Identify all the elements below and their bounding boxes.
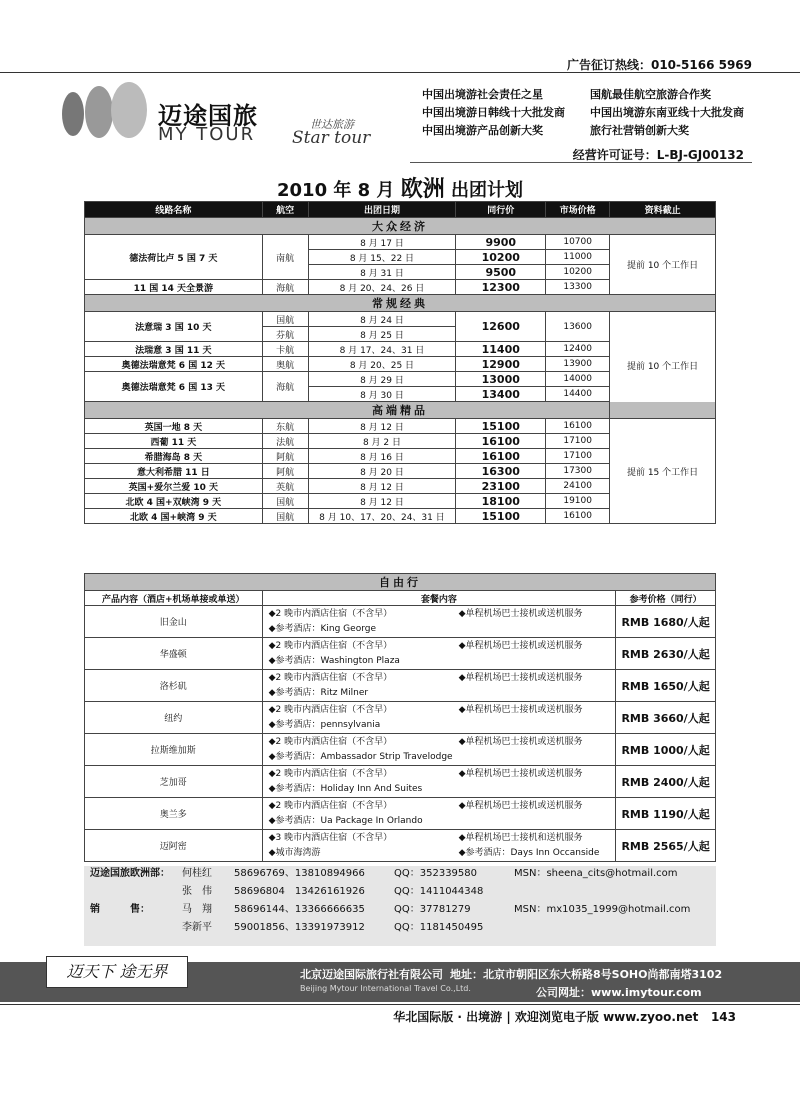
brand-name-cn: 迈途国旅 (158, 102, 258, 130)
market-price: 16100 (546, 419, 610, 434)
contact-qq: QQ：352339580 (394, 868, 478, 879)
header-divider (410, 162, 752, 163)
reference-price: RMB 2630/人起 (616, 638, 716, 670)
brand-name-en: MY TOUR (158, 124, 256, 145)
contact-qq: QQ：1181450495 (394, 922, 484, 933)
city: 拉斯维加斯 (85, 734, 263, 766)
airline: 国航 (262, 312, 308, 327)
company-website[interactable]: 公司网址：www.imytour.com (536, 986, 702, 999)
market-price: 17300 (546, 464, 610, 479)
col-header: 同行价 (456, 202, 546, 218)
city: 华盛顿 (85, 638, 263, 670)
award: 中国出境游产品创新大奖 (422, 124, 543, 137)
contact-qq: QQ：1411044348 (394, 886, 484, 897)
table-row (85, 670, 716, 702)
route-name: 北欧 4 国+峡湾 9 天 (85, 509, 263, 524)
peer-price: 15100 (456, 509, 546, 524)
award: 中国出境游日韩线十大批发商 (422, 106, 565, 119)
market-price: 19100 (546, 494, 610, 509)
airline: 国航 (262, 494, 308, 509)
peer-price: 13400 (456, 387, 546, 402)
market-price: 16100 (546, 509, 610, 524)
contact-msn: MSN：mx1035_1999@hotmail.com (514, 904, 691, 915)
peer-price: 13000 (456, 372, 546, 387)
company-name-en: Beijing Mytour International Travel Co.,Ltd. (300, 984, 471, 993)
free-travel-table (84, 573, 716, 862)
table-row (85, 830, 716, 862)
route-name: 西葡 11 天 (85, 434, 263, 449)
col-header: 资料截止 (610, 202, 716, 218)
top-divider (0, 72, 800, 73)
depart-date: 8 月 31 日 (308, 265, 456, 280)
award: 旅行社营销创新大奖 (590, 124, 689, 137)
route-name: 法瑞意 3 国 11 天 (85, 342, 263, 357)
contact-qq: QQ：37781279 (394, 904, 471, 915)
col-header: 参考价格（同行） (616, 591, 716, 606)
package-content: ◆2 晚市内酒店住宿（不含早） ◆单程机场巴士接机或送机服务 ◆参考酒店：Washington Plaza (262, 638, 616, 670)
route-name: 英国一地 8 天 (85, 419, 263, 434)
package-content: ◆2 晚市内酒店住宿（不含早） ◆单程机场巴士接机或送机服务 ◆参考酒店：pennsylvania (262, 702, 616, 734)
city: 奥兰多 (85, 798, 263, 830)
partner-name-cn: 世达旅游 (310, 118, 354, 131)
airline: 阿航 (262, 464, 308, 479)
contact-phone: 58696144、13366666635 (234, 904, 365, 915)
city: 旧金山 (85, 606, 263, 638)
section-header: 高端精品 (85, 402, 716, 419)
airline: 东航 (262, 419, 308, 434)
reference-price: RMB 1190/人起 (616, 798, 716, 830)
deadline: 提前 10 个工作日 (610, 235, 716, 295)
contact-label: 销 售： (90, 904, 150, 915)
section-header: 大众经济 (85, 218, 716, 235)
peer-price: 16100 (456, 434, 546, 449)
ad-hotline: 广告征订热线：010-5166 5969 (566, 58, 752, 72)
depart-date: 8 月 17、24、31 日 (308, 342, 456, 357)
route-name: 意大利希腊 11 日 (85, 464, 263, 479)
table-row (85, 606, 716, 638)
reference-price: RMB 1680/人起 (616, 606, 716, 638)
depart-date: 8 月 2 日 (308, 434, 456, 449)
peer-price: 12600 (456, 312, 546, 342)
city: 纽约 (85, 702, 263, 734)
depart-date: 8 月 20 日 (308, 464, 456, 479)
table-row (85, 702, 716, 734)
market-price: 10200 (546, 265, 610, 280)
depart-date: 8 月 29 日 (308, 372, 456, 387)
table-row (85, 766, 716, 798)
city: 芝加哥 (85, 766, 263, 798)
license-number: 经营许可证号：L-BJ-GJ00132 (572, 148, 744, 162)
peer-price: 23100 (456, 479, 546, 494)
depart-date: 8 月 15、22 日 (308, 250, 456, 265)
company-name: 北京迈途国际旅行社有限公司 (300, 968, 443, 981)
airline: 法航 (262, 434, 308, 449)
partner-name-en: Star tour (292, 128, 371, 148)
deadline: 提前 10 个工作日 (610, 312, 716, 419)
peer-price: 12300 (456, 280, 546, 295)
peer-price: 18100 (456, 494, 546, 509)
page-title (0, 172, 800, 203)
section-header: 常规经典 (85, 295, 716, 312)
market-price: 17100 (546, 449, 610, 464)
company-address: 地址：北京市朝阳区东大桥路8号SOHO尚都南塔3102 (450, 968, 723, 981)
market-price: 17100 (546, 434, 610, 449)
depart-date: 8 月 20、24、26 日 (308, 280, 456, 295)
contact-phone: 58696804 13426161926 (234, 886, 365, 897)
market-price: 13900 (546, 357, 610, 372)
package-content: ◆2 晚市内酒店住宿（不含早） ◆单程机场巴士接机或送机服务 ◆参考酒店：Ua Package In Orlando (262, 798, 616, 830)
reference-price: RMB 2565/人起 (616, 830, 716, 862)
depart-date: 8 月 25 日 (308, 327, 456, 342)
airline: 芬航 (262, 327, 308, 342)
route-name: 希腊海岛 8 天 (85, 449, 263, 464)
col-header: 市场价格 (546, 202, 610, 218)
col-header: 产品内容（酒店+机场单接或单送） (85, 591, 263, 606)
market-price: 10700 (546, 235, 610, 250)
airline: 国航 (262, 509, 308, 524)
airline: 海航 (262, 280, 308, 295)
awards-list (422, 86, 744, 140)
market-price: 13300 (546, 280, 610, 295)
airline: 海航 (262, 372, 308, 402)
depart-date: 8 月 17 日 (308, 235, 456, 250)
package-content: ◆2 晚市内酒店住宿（不含早） ◆单程机场巴士接机或送机服务 ◆参考酒店：Ritz Milner (262, 670, 616, 702)
route-name: 奥德法瑞意梵 6 国 13 天 (85, 372, 263, 402)
airline: 奥航 (262, 357, 308, 372)
contact-phone: 59001856、13391973912 (234, 922, 365, 933)
title-suffix: 出团计划 (451, 180, 523, 201)
section-header: 自由行 (85, 574, 716, 591)
market-price: 11000 (546, 250, 610, 265)
peer-price: 16100 (456, 449, 546, 464)
page-footer (393, 1008, 736, 1025)
contact-name: 何桂红 (182, 868, 212, 879)
reference-price: RMB 2400/人起 (616, 766, 716, 798)
package-content: ◆2 晚市内酒店住宿（不含早） ◆单程机场巴士接机或送机服务 ◆参考酒店：King George (262, 606, 616, 638)
contact-label: 迈途国旅欧洲部： (90, 868, 170, 879)
contact-msn: MSN：sheena_cits@hotmail.com (514, 868, 678, 879)
reference-price: RMB 3660/人起 (616, 702, 716, 734)
market-price: 14400 (546, 387, 610, 402)
airline: 英航 (262, 479, 308, 494)
footer-divider (0, 1004, 800, 1005)
market-price: 24100 (546, 479, 610, 494)
award: 中国出境游社会责任之星 (422, 88, 543, 101)
depart-date: 8 月 20、25 日 (308, 357, 456, 372)
city: 迈阿密 (85, 830, 263, 862)
route-name: 奥德法瑞意梵 6 国 12 天 (85, 357, 263, 372)
col-header: 套餐内容 (262, 591, 616, 606)
package-content: ◆2 晚市内酒店住宿（不含早） ◆单程机场巴士接机或送机服务 ◆参考酒店：Ambassador Strip Travelodge (262, 734, 616, 766)
col-header: 出团日期 (308, 202, 456, 218)
depart-date: 8 月 12 日 (308, 419, 456, 434)
title-date: 2010 年 8 月 (277, 180, 395, 201)
reference-price: RMB 1650/人起 (616, 670, 716, 702)
mytour-logo-icon (55, 82, 155, 142)
page-number: 143 (710, 1010, 736, 1024)
depart-date: 8 月 30 日 (308, 387, 456, 402)
contact-name: 张 伟 (182, 886, 212, 897)
deadline: 提前 15 个工作日 (610, 419, 716, 524)
peer-price: 10200 (456, 250, 546, 265)
market-price: 12400 (546, 342, 610, 357)
peer-price: 11400 (456, 342, 546, 357)
package-content: ◆3 晚市内酒店住宿（不含早） ◆单程机场巴士接机和送机服务 ◆城市海湾游 ◆参考酒店：Days Inn Occanside (262, 830, 616, 862)
airline: 卡航 (262, 342, 308, 357)
contact-phone: 58696769、13810894966 (234, 868, 365, 879)
tour-schedule-table (84, 201, 716, 524)
depart-date: 8 月 24 日 (308, 312, 456, 327)
peer-price: 16300 (456, 464, 546, 479)
award: 中国出境游东南亚线十大批发商 (590, 106, 744, 119)
depart-date: 8 月 12 日 (308, 479, 456, 494)
slogan: 迈天下 途无界 (46, 956, 188, 988)
col-header: 线路名称 (85, 202, 263, 218)
route-name: 德法荷比卢 5 国 7 天 (85, 235, 263, 280)
airline: 阿航 (262, 449, 308, 464)
peer-price: 9500 (456, 265, 546, 280)
award: 国航最佳航空旅游合作奖 (590, 88, 711, 101)
footer-text: 华北国际版 · 出境游 | 欢迎浏览电子版 www.zyoo.net (393, 1010, 699, 1024)
route-name: 11 国 14 天全景游 (85, 280, 263, 295)
contact-name: 李新平 (182, 922, 212, 933)
reference-price: RMB 1000/人起 (616, 734, 716, 766)
contacts-block (84, 866, 716, 946)
col-header: 航空 (262, 202, 308, 218)
table-row (85, 734, 716, 766)
market-price: 13600 (546, 312, 610, 342)
market-price: 14000 (546, 372, 610, 387)
route-name: 法意瑞 3 国 10 天 (85, 312, 263, 342)
table-row (85, 638, 716, 670)
route-name: 英国+爱尔兰爱 10 天 (85, 479, 263, 494)
title-region: 欧洲 (400, 177, 445, 202)
depart-date: 8 月 10、17、20、24、31 日 (308, 509, 456, 524)
package-content: ◆2 晚市内酒店住宿（不含早） ◆单程机场巴士接机或送机服务 ◆参考酒店：Holiday Inn And Suites (262, 766, 616, 798)
airline: 南航 (262, 235, 308, 280)
depart-date: 8 月 12 日 (308, 494, 456, 509)
depart-date: 8 月 16 日 (308, 449, 456, 464)
table-row (85, 798, 716, 830)
peer-price: 12900 (456, 357, 546, 372)
peer-price: 9900 (456, 235, 546, 250)
peer-price: 15100 (456, 419, 546, 434)
contact-name: 马 翔 (182, 904, 212, 915)
city: 洛杉矶 (85, 670, 263, 702)
route-name: 北欧 4 国+双峡湾 9 天 (85, 494, 263, 509)
